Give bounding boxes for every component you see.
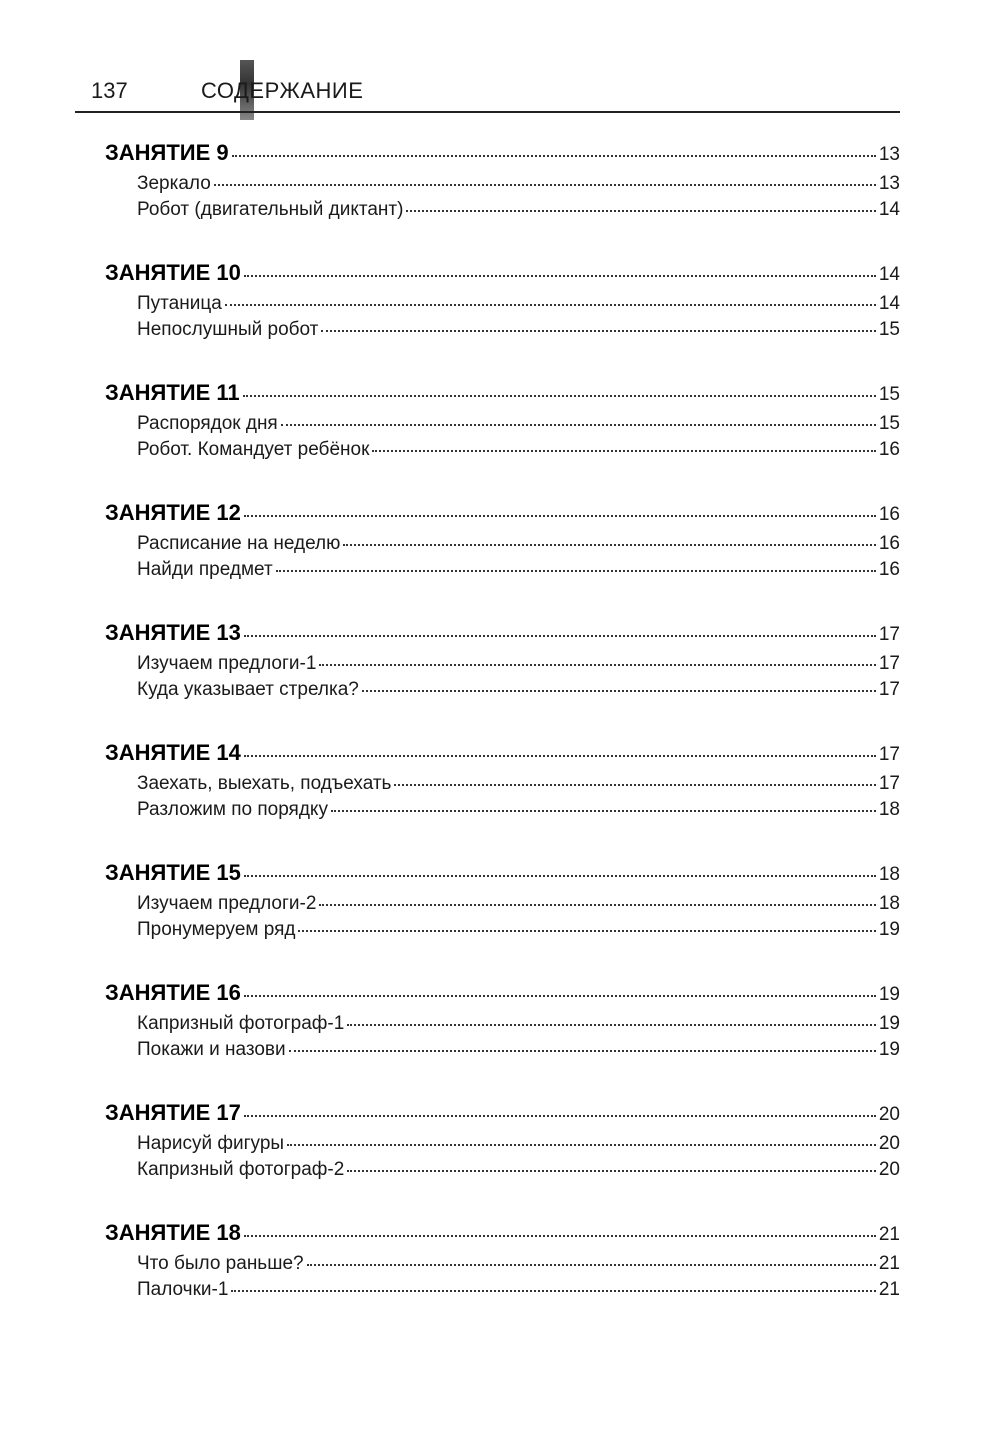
toc-subentry bbox=[137, 773, 900, 799]
toc-subentry-title: Расписание на неделю bbox=[137, 533, 341, 554]
toc-page-number: 17 bbox=[878, 653, 900, 674]
toc-subentry-title: Путаница bbox=[137, 293, 222, 314]
toc-page-number: 15 bbox=[878, 319, 900, 340]
dot-leader bbox=[372, 449, 875, 452]
toc-subentry-title: Изучаем предлоги-2 bbox=[137, 893, 317, 914]
toc-subentry bbox=[137, 1013, 900, 1039]
dot-leader bbox=[243, 394, 876, 397]
toc-lesson-title: ЗАНЯТИЕ 15 bbox=[105, 860, 241, 885]
toc-subentry-title: Пронумеруем ряд bbox=[137, 919, 296, 940]
dot-leader bbox=[394, 783, 875, 786]
dot-leader bbox=[287, 1143, 876, 1146]
dot-leader bbox=[362, 689, 876, 692]
dot-leader bbox=[347, 1023, 876, 1026]
dot-leader bbox=[225, 303, 876, 306]
toc-lesson-entry bbox=[105, 1220, 900, 1246]
toc-subentry-title: Палочки-1 bbox=[137, 1279, 229, 1300]
toc-subentry bbox=[137, 893, 900, 919]
toc-lesson-entry bbox=[105, 860, 900, 886]
toc-subentry-title: Покажи и назови bbox=[137, 1039, 286, 1060]
toc-subentry-title: Капризный фотограф-1 bbox=[137, 1013, 345, 1034]
dot-leader bbox=[244, 1234, 876, 1237]
toc-subentry-title: Робот (двигательный диктант) bbox=[137, 199, 404, 220]
dot-leader bbox=[214, 183, 876, 186]
toc-subentry-title: Заехать, выехать, подъехать bbox=[137, 773, 392, 794]
toc-subentry-title: Непослушный робот bbox=[137, 319, 319, 340]
toc-subentry-title: Нарисуй фигуры bbox=[137, 1133, 285, 1154]
toc-page-number: 18 bbox=[878, 799, 900, 820]
dot-leader bbox=[244, 994, 876, 997]
toc-lesson-title: ЗАНЯТИЕ 16 bbox=[105, 980, 241, 1005]
dot-leader bbox=[289, 1049, 876, 1052]
toc-page-number: 21 bbox=[878, 1224, 900, 1245]
dot-leader bbox=[343, 543, 875, 546]
dot-leader bbox=[244, 514, 876, 517]
dot-leader bbox=[406, 209, 875, 212]
toc-subentry bbox=[137, 413, 900, 439]
toc-subentry-title: Куда указывает стрелка? bbox=[137, 679, 359, 700]
dot-leader bbox=[347, 1169, 876, 1172]
toc-page-number: 16 bbox=[878, 439, 900, 460]
dot-leader bbox=[231, 1289, 875, 1292]
toc-lesson-title: ЗАНЯТИЕ 10 bbox=[105, 260, 241, 285]
toc-subentry-title: Найди предмет bbox=[137, 559, 273, 580]
toc-page-number: 19 bbox=[878, 1039, 900, 1060]
toc-subentry-title: Капризный фотограф-2 bbox=[137, 1159, 345, 1180]
toc-page-number: 18 bbox=[878, 893, 900, 914]
toc-page-number: 15 bbox=[878, 413, 900, 434]
dot-leader bbox=[244, 274, 876, 277]
toc-subentry bbox=[137, 653, 900, 679]
toc-lesson-entry bbox=[105, 140, 900, 166]
toc-subentry-title: Распорядок дня bbox=[137, 413, 278, 434]
dot-leader bbox=[319, 903, 875, 906]
toc-subentry bbox=[137, 1159, 900, 1185]
toc-lesson-entry bbox=[105, 740, 900, 766]
toc-lesson-entry bbox=[105, 380, 900, 406]
toc-lesson-title: ЗАНЯТИЕ 17 bbox=[105, 1100, 241, 1125]
toc-page-number: 17 bbox=[878, 773, 900, 794]
toc-subentry bbox=[137, 173, 900, 199]
toc-page-number: 16 bbox=[878, 504, 900, 525]
toc-page-number: 19 bbox=[878, 1013, 900, 1034]
toc-lesson-title: ЗАНЯТИЕ 18 bbox=[105, 1220, 241, 1245]
toc-subentry bbox=[137, 293, 900, 319]
toc-lesson-title: ЗАНЯТИЕ 12 bbox=[105, 500, 241, 525]
toc-page-number: 14 bbox=[878, 293, 900, 314]
dot-leader bbox=[232, 154, 876, 157]
dot-leader bbox=[319, 663, 875, 666]
page-header bbox=[75, 60, 900, 112]
toc-lesson-entry bbox=[105, 1100, 900, 1126]
toc-page-number: 19 bbox=[878, 984, 900, 1005]
dot-leader bbox=[244, 754, 876, 757]
toc-subentry bbox=[137, 559, 900, 585]
toc-subentry-title: Робот. Командует ребёнок bbox=[137, 439, 370, 460]
dot-leader bbox=[331, 809, 876, 812]
toc-page-number: 19 bbox=[878, 919, 900, 940]
toc-lesson-entry bbox=[105, 980, 900, 1006]
toc-page-number: 20 bbox=[878, 1159, 900, 1180]
page-title: СОДЕРЖАНИЕ bbox=[201, 78, 364, 103]
toc-subentry bbox=[137, 1253, 900, 1279]
toc-page-number: 16 bbox=[878, 559, 900, 580]
toc-subentry bbox=[137, 533, 900, 559]
toc-lesson-entry bbox=[105, 500, 900, 526]
toc-subentry bbox=[137, 799, 900, 825]
dot-leader bbox=[276, 569, 876, 572]
dot-leader bbox=[321, 329, 875, 332]
toc-subentry bbox=[137, 439, 900, 465]
toc-subentry-title: Зеркало bbox=[137, 173, 211, 194]
toc-subentry-title: Что было раньше? bbox=[137, 1253, 304, 1274]
toc-subentry bbox=[137, 199, 900, 225]
toc-subentry bbox=[137, 1133, 900, 1159]
header-rule bbox=[75, 111, 900, 113]
toc-subentry bbox=[137, 919, 900, 945]
page-number: 137 bbox=[91, 78, 128, 103]
toc-page-number: 14 bbox=[878, 199, 900, 220]
dot-leader bbox=[244, 1114, 876, 1117]
toc-page-number: 13 bbox=[878, 144, 900, 165]
toc-page-number: 21 bbox=[878, 1279, 900, 1300]
toc-page-number: 13 bbox=[878, 173, 900, 194]
toc-page-number: 15 bbox=[878, 384, 900, 405]
toc-subentry-title: Изучаем предлоги-1 bbox=[137, 653, 317, 674]
toc-lesson-entry bbox=[105, 260, 900, 286]
toc-subentry-title: Разложим по порядку bbox=[137, 799, 328, 820]
toc-lesson-entry bbox=[105, 620, 900, 646]
toc-page-number: 21 bbox=[878, 1253, 900, 1274]
toc-page-number: 20 bbox=[878, 1133, 900, 1154]
toc-page-number: 17 bbox=[878, 624, 900, 645]
toc-lesson-title: ЗАНЯТИЕ 14 bbox=[105, 740, 241, 765]
dot-leader bbox=[244, 634, 876, 637]
dot-leader bbox=[307, 1263, 876, 1266]
toc-subentry bbox=[137, 1279, 900, 1305]
toc-page-number: 14 bbox=[878, 264, 900, 285]
dot-leader bbox=[244, 874, 876, 877]
toc-lesson-title: ЗАНЯТИЕ 11 bbox=[105, 380, 240, 405]
toc-lesson-title: ЗАНЯТИЕ 13 bbox=[105, 620, 241, 645]
toc-page-number: 17 bbox=[878, 744, 900, 765]
toc-page-number: 18 bbox=[878, 864, 900, 885]
toc-subentry bbox=[137, 319, 900, 345]
toc-page-number: 17 bbox=[878, 679, 900, 700]
toc-page-number: 20 bbox=[878, 1104, 900, 1125]
toc-page-number: 16 bbox=[878, 533, 900, 554]
dot-leader bbox=[298, 929, 875, 932]
toc-subentry bbox=[137, 1039, 900, 1065]
dot-leader bbox=[281, 423, 876, 426]
toc-lesson-title: ЗАНЯТИЕ 9 bbox=[105, 140, 229, 165]
toc-subentry bbox=[137, 679, 900, 705]
